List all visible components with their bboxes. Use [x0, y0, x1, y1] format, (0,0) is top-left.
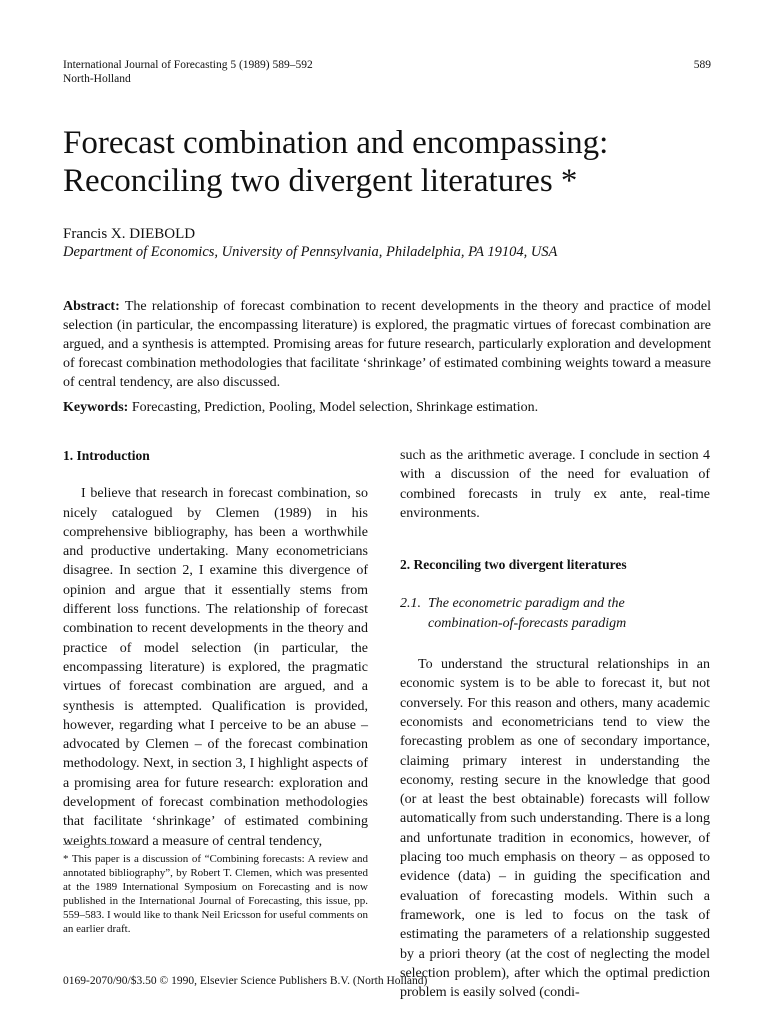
subsection-number: 2.1.	[400, 596, 421, 612]
abstract-label: Abstract:	[63, 299, 120, 314]
author-affiliation: Department of Economics, University of Pennsylvania, Philadelphia, PA 19104, USA	[63, 244, 558, 260]
author-name: Francis X. DIEBOLD	[63, 226, 196, 242]
keywords-text: Forecasting, Prediction, Pooling, Model selection, Shrinkage estimation.	[131, 400, 539, 415]
title-line-2: Reconciling two divergent literatures *	[63, 163, 578, 199]
publisher-line: North-Holland	[63, 73, 131, 85]
article-title	[63, 124, 723, 200]
journal-citation: International Journal of Forecasting 5 (1989) 589–592	[63, 59, 313, 71]
right-column	[400, 446, 710, 1002]
title-line-1: Forecast combination and encompassing:	[63, 125, 609, 161]
section-heading-introduction: 1. Introduction	[63, 448, 150, 463]
left-column	[63, 446, 368, 851]
footnote: * This paper is a discussion of “Combining forecasts: A review and annotated bibliography”, by Robert T. Clemen, which was presented at the 1989 International Symposium on Forecasting and is now published in the International Journal of Forecasting, this issue, pp. 559–583. I would like to thank Neil Ericsson for useful comments on an earlier draft.	[63, 853, 368, 935]
subsection-heading	[400, 594, 710, 633]
section2-paragraph: To understand the structural relationships in an economic system is to be able to forecast it, but not conversely. For this reason and others, many academic economists and econometricians tend to view the forecasting problem as one of secondary importance, claiming primary interest in understanding the economy, resting secure in the knowledge that good (or at least the best obtainable) forecasts will follow automatically from such understanding. There is a long and unfortunate tradition in economics, however, of placing too much emphasis on theory – as opposed to evidence (data) – in guiding the specification and evaluation of forecasting models. Within such a framework, one is led to focus on the task of estimating the parameters of a relationship suggested by a priori theory (at the cost of neglecting the model selection problem), after which the optimal prediction problem is easily solved (condi-	[400, 657, 710, 1001]
subsection-title-line-2: combination-of-forecasts paradigm	[428, 615, 627, 631]
abstract	[63, 297, 711, 392]
copyright-line: 0169-2070/90/$3.50 © 1990, Elsevier Science Publishers B.V. (North Holland)	[63, 975, 428, 987]
keywords	[63, 398, 711, 417]
footnote-divider	[63, 844, 133, 845]
section-heading-reconciling: 2. Reconciling two divergent literatures	[400, 557, 627, 573]
introduction-paragraph: I believe that research in forecast combination, so nicely catalogued by Clemen (1989) in his comprehensive bibliography, has been a worthwhile and productive undertaking. Many econometricians disagree. In section 2, I examine this divergence of opinion and argue that it essentially stems from different loss functions. The relationship of forecast combination to recent developments in the theory and practice of model selection (in particular, the encompassing literature) is explored, the pragmatic virtues of forecast combination are argued, and a synthesis is attempted. Qualification is provided, however, regarding what I perceive to be an abuse – advocated by Clemen – of the forecast combination methodology. Next, in section 3, I highlight aspects of a promising area for future research: exploration and development of forecast combination methodologies that facilitate ‘shrinkage’ of estimated combining weights toward a measure of central tendency,	[63, 486, 368, 849]
page-number: 589	[693, 59, 711, 71]
keywords-label: Keywords:	[63, 400, 129, 415]
introduction-continuation: such as the arithmetic average. I conclude in section 4 with a discussion of the need for evaluation of combined forecasts in truly ex ante, real-time environments.	[400, 448, 710, 521]
abstract-text: The relationship of forecast combination to recent developments in the theory and practice of model selection (in particular, the encompassing literature) is explored, the pragmatic virtues of forecast combination are argued, and a synthesis is attempted. Promising areas for future research, particularly exploration and development of forecast combination methodologies that facilitate ‘shrinkage’ of estimated combining weights toward a measure of central tendency, are also discussed.	[63, 299, 711, 390]
subsection-title-line-1: The econometric paradigm and the	[428, 596, 625, 612]
